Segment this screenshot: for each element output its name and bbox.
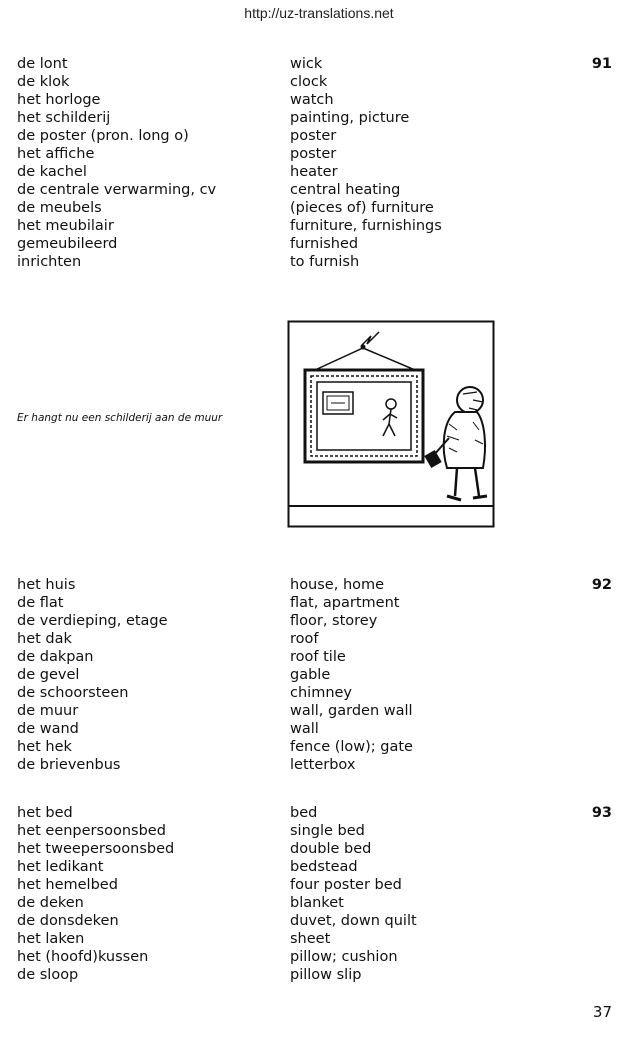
english-translation: (pieces of) furniture xyxy=(290,200,434,216)
english-translation: painting, picture xyxy=(290,110,410,126)
vocab-entry xyxy=(0,948,638,966)
vocab-entry xyxy=(0,594,638,612)
english-translation: sheet xyxy=(290,931,331,947)
dutch-term: gemeubileerd xyxy=(17,236,118,252)
dutch-term: de poster (pron. long o) xyxy=(17,128,189,144)
vocab-entry xyxy=(0,684,638,702)
vocab-entry xyxy=(0,720,638,738)
english-translation: flat, apartment xyxy=(290,595,400,611)
section-number: 91 xyxy=(591,56,612,72)
section-number: 92 xyxy=(591,577,612,593)
vocab-entry xyxy=(0,966,638,984)
vocab-section-92 xyxy=(0,576,638,774)
english-translation: chimney xyxy=(290,685,353,701)
vocab-section-91 xyxy=(0,55,638,271)
dutch-term: het ledikant xyxy=(17,859,104,875)
dutch-term: het huis xyxy=(17,577,76,593)
english-translation: clock xyxy=(290,74,328,90)
english-translation: wall, garden wall xyxy=(290,703,413,719)
dutch-term: de sloop xyxy=(17,967,79,983)
english-translation: furnished xyxy=(290,236,359,252)
vocab-entry xyxy=(0,217,638,235)
english-translation: pillow; cushion xyxy=(290,949,398,965)
english-translation: heater xyxy=(290,164,338,180)
dutch-term: het meubilair xyxy=(17,218,114,234)
vocab-entry xyxy=(0,253,638,271)
dutch-term: de flat xyxy=(17,595,64,611)
english-translation: wick xyxy=(290,56,323,72)
vocab-entry xyxy=(0,91,638,109)
english-translation: poster xyxy=(290,146,337,162)
dutch-term: de gevel xyxy=(17,667,80,683)
vocab-entry xyxy=(0,109,638,127)
dutch-term: het eenpersoonsbed xyxy=(17,823,166,839)
english-translation: four poster bed xyxy=(290,877,402,893)
english-translation: bed xyxy=(290,805,318,821)
vocab-entry xyxy=(0,804,638,822)
english-translation: furniture, furnishings xyxy=(290,218,442,234)
english-translation: floor, storey xyxy=(290,613,378,629)
dutch-term: de verdieping, etage xyxy=(17,613,168,629)
dutch-term: de kachel xyxy=(17,164,87,180)
dutch-term: het (hoofd)kussen xyxy=(17,949,149,965)
vocab-entry xyxy=(0,702,638,720)
english-translation: fence (low); gate xyxy=(290,739,413,755)
source-url[interactable]: http://uz-translations.net xyxy=(244,5,394,21)
page-number: 37 xyxy=(592,1003,612,1021)
illustration-painting-on-wall xyxy=(287,320,495,528)
section-number: 93 xyxy=(591,805,612,821)
english-translation: poster xyxy=(290,128,337,144)
english-translation: house, home xyxy=(290,577,385,593)
vocab-entry xyxy=(0,876,638,894)
dutch-term: de klok xyxy=(17,74,70,90)
vocab-entry xyxy=(0,648,638,666)
dutch-term: het bed xyxy=(17,805,73,821)
dutch-term: de lont xyxy=(17,56,68,72)
vocab-entry xyxy=(0,163,638,181)
dutch-term: het schilderij xyxy=(17,110,111,126)
vocab-entry xyxy=(0,73,638,91)
dutch-term: de schoorsteen xyxy=(17,685,129,701)
english-translation: double bed xyxy=(290,841,372,857)
vocab-entry xyxy=(0,576,638,594)
vocab-entry xyxy=(0,199,638,217)
dutch-term: het tweepersoonsbed xyxy=(17,841,175,857)
vocab-entry xyxy=(0,912,638,930)
dutch-term: het hemelbed xyxy=(17,877,118,893)
english-translation: roof tile xyxy=(290,649,346,665)
vocab-entry xyxy=(0,858,638,876)
english-translation: letterbox xyxy=(290,757,356,773)
vocab-entry xyxy=(0,666,638,684)
english-translation: roof xyxy=(290,631,319,647)
vocab-entry xyxy=(0,55,638,73)
vocab-entry xyxy=(0,235,638,253)
vocab-entry xyxy=(0,127,638,145)
vocab-entry xyxy=(0,630,638,648)
vocab-entry xyxy=(0,822,638,840)
illustration-caption: Er hangt nu een schilderij aan de muur xyxy=(17,412,223,424)
vocab-entry xyxy=(0,738,638,756)
english-translation: single bed xyxy=(290,823,365,839)
dutch-term: de donsdeken xyxy=(17,913,119,929)
english-translation: to furnish xyxy=(290,254,360,270)
english-translation: central heating xyxy=(290,182,401,198)
vocab-entry xyxy=(0,894,638,912)
dutch-term: de muur xyxy=(17,703,79,719)
english-translation: blanket xyxy=(290,895,344,911)
dutch-term: de wand xyxy=(17,721,79,737)
vocab-section-93 xyxy=(0,804,638,984)
english-translation: wall xyxy=(290,721,319,737)
vocab-entry xyxy=(0,181,638,199)
dutch-term: de meubels xyxy=(17,200,102,216)
vocab-entry xyxy=(0,840,638,858)
dutch-term: het hek xyxy=(17,739,72,755)
english-translation: watch xyxy=(290,92,334,108)
english-translation: duvet, down quilt xyxy=(290,913,417,929)
dutch-term: het dak xyxy=(17,631,72,647)
dutch-term: de dakpan xyxy=(17,649,94,665)
dutch-term: het horloge xyxy=(17,92,101,108)
vocab-entry xyxy=(0,145,638,163)
vocab-entry xyxy=(0,756,638,774)
english-translation: pillow slip xyxy=(290,967,362,983)
dutch-term: het affiche xyxy=(17,146,95,162)
english-translation: gable xyxy=(290,667,331,683)
dutch-term: de brievenbus xyxy=(17,757,121,773)
english-translation: bedstead xyxy=(290,859,358,875)
dutch-term: de deken xyxy=(17,895,84,911)
vocab-entry xyxy=(0,930,638,948)
dutch-term: inrichten xyxy=(17,254,82,270)
dutch-term: de centrale verwarming, cv xyxy=(17,182,217,198)
dutch-term: het laken xyxy=(17,931,85,947)
vocab-entry xyxy=(0,612,638,630)
